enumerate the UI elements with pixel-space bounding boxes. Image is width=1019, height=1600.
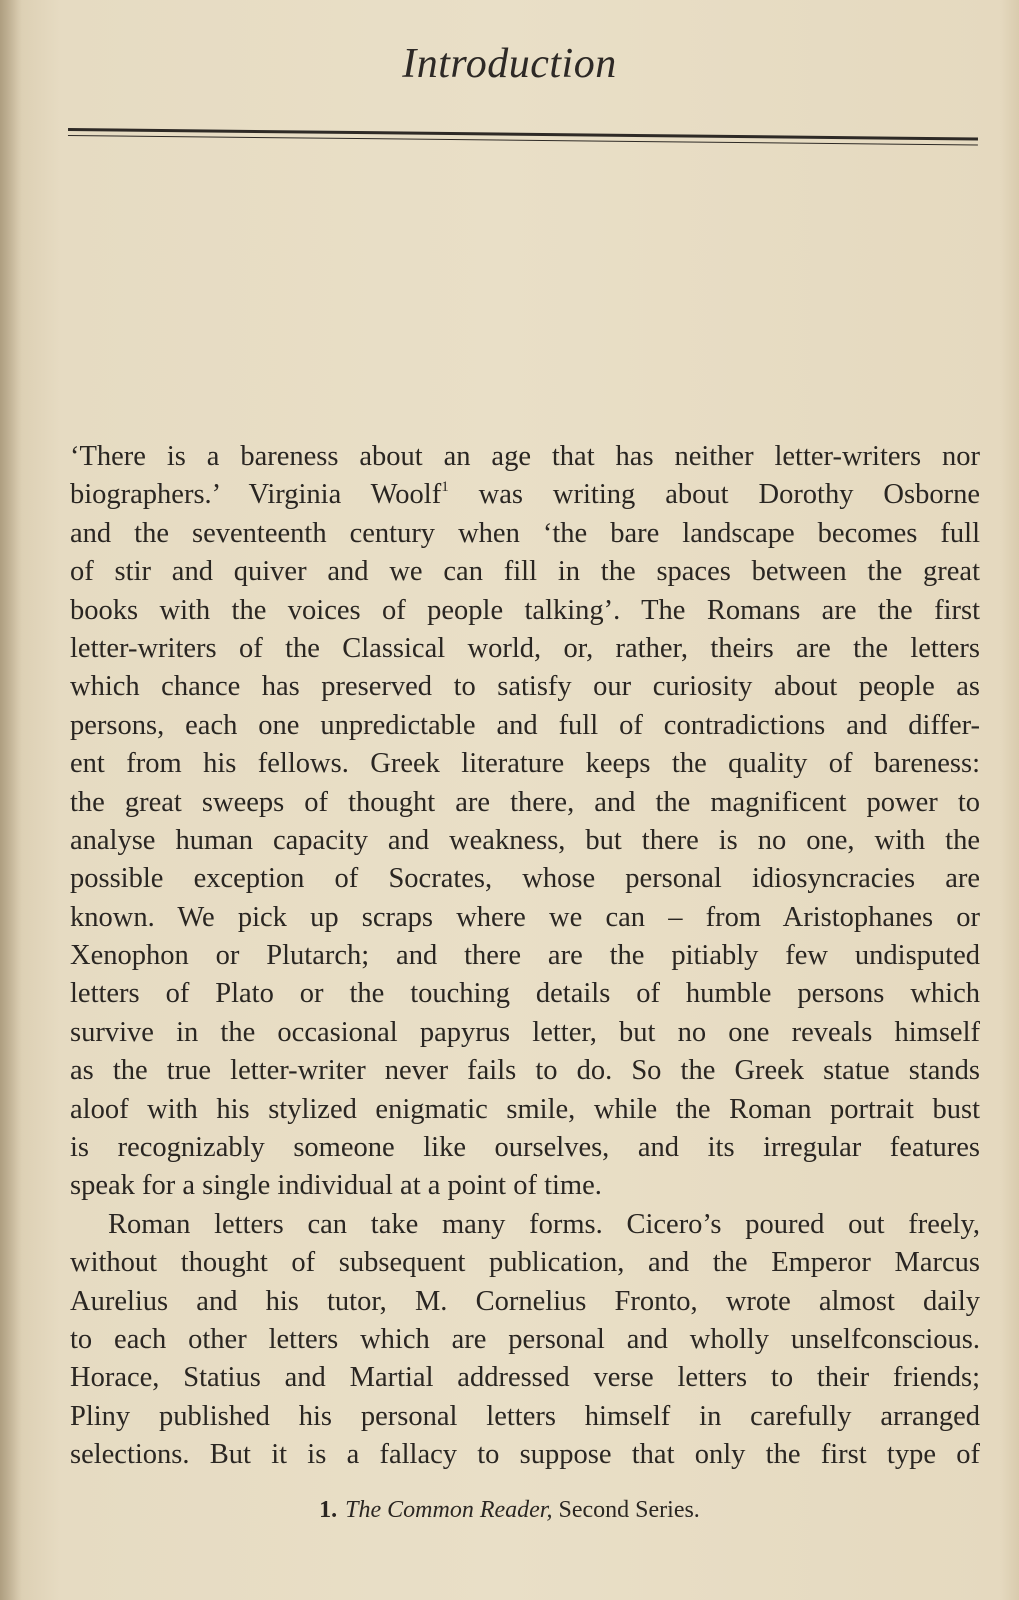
text-line: which chance has preserved to satisfy our curiosity about people as [70,671,980,703]
text-line: ‘There is a bareness about an age that has neither letter-writers nor [70,441,980,472]
text-line: as the true letter-writer never fails to do. So the Greek statue stands [70,1055,980,1087]
footnote-number: 1. [319,1497,338,1523]
text-line: aloof with his stylized enigmatic smile, while the Roman portrait bust [70,1093,980,1125]
text-line: Aurelius and his tutor, M. Cornelius Fronto, wrote almost daily [70,1285,980,1317]
text-line: ent from his fellows. Greek literature keeps the quality of bareness: [70,748,980,780]
footnote-rest: Second Series. [558,1497,700,1523]
text-line: analyse human capacity and weakness, but there is no one, with the [70,824,980,856]
text-line: speak for a single individual at a point of time. [70,1170,602,1202]
text-line: books with the voices of people talking’. The Romans are the first [70,594,980,626]
header-rule [68,128,978,146]
footnote [0,1497,1019,1524]
text-line: to each other letters which are personal and wholly unselfconscious. [70,1323,980,1355]
text-line-segment: was writing about Dorothy Osborne [478,479,980,511]
text-line: known. We pick up scraps where we can – from Aristophanes or [70,901,980,933]
text-line: persons, each one unpredictable and full of contradictions and differ- [70,709,980,741]
footnote-marker: 1 [441,479,449,496]
text-line: Pliny published his personal letters himself in carefully arranged [70,1400,980,1432]
text-line: survive in the occasional papyrus letter, but no one reveals himself [70,1016,980,1048]
text-line: letter-writers of the Classical world, or, rather, theirs are the letters [70,632,980,664]
text-line: the great sweeps of thought are there, and the magnificent power to [70,786,980,818]
text-line [70,476,980,514]
text-line: Roman letters can take many forms. Cicero’s poured out freely, [108,1208,980,1240]
text-line: Horace, Statius and Martial addressed verse letters to their friends; [70,1362,980,1394]
text-line: without thought of subsequent publication, and the Emperor Marcus [70,1247,980,1279]
running-head-title: Introduction [402,41,617,87]
text-line: Xenophon or Plutarch; and there are the pitiably few undisputed [70,940,980,972]
footnote-title: The Common Reader, [345,1497,553,1523]
page-gutter-shadow [0,0,22,1600]
text-line-segment: biographers.’ Virginia Woolf [70,479,442,511]
text-line: selections. But it is a fallacy to suppose that only the first type of [70,1439,980,1471]
body-text [70,438,980,1475]
text-line: letters of Plato or the touching details of humble persons which [70,978,980,1010]
text-line: of stir and quiver and we can fill in the spaces between the great [70,556,980,588]
text-line: is recognizably someone like ourselves, and its irregular features [70,1132,980,1164]
text-line: possible exception of Socrates, whose personal idiosyncracies are [70,863,980,895]
text-line: and the seventeenth century when ‘the bare landscape becomes full [70,517,980,549]
